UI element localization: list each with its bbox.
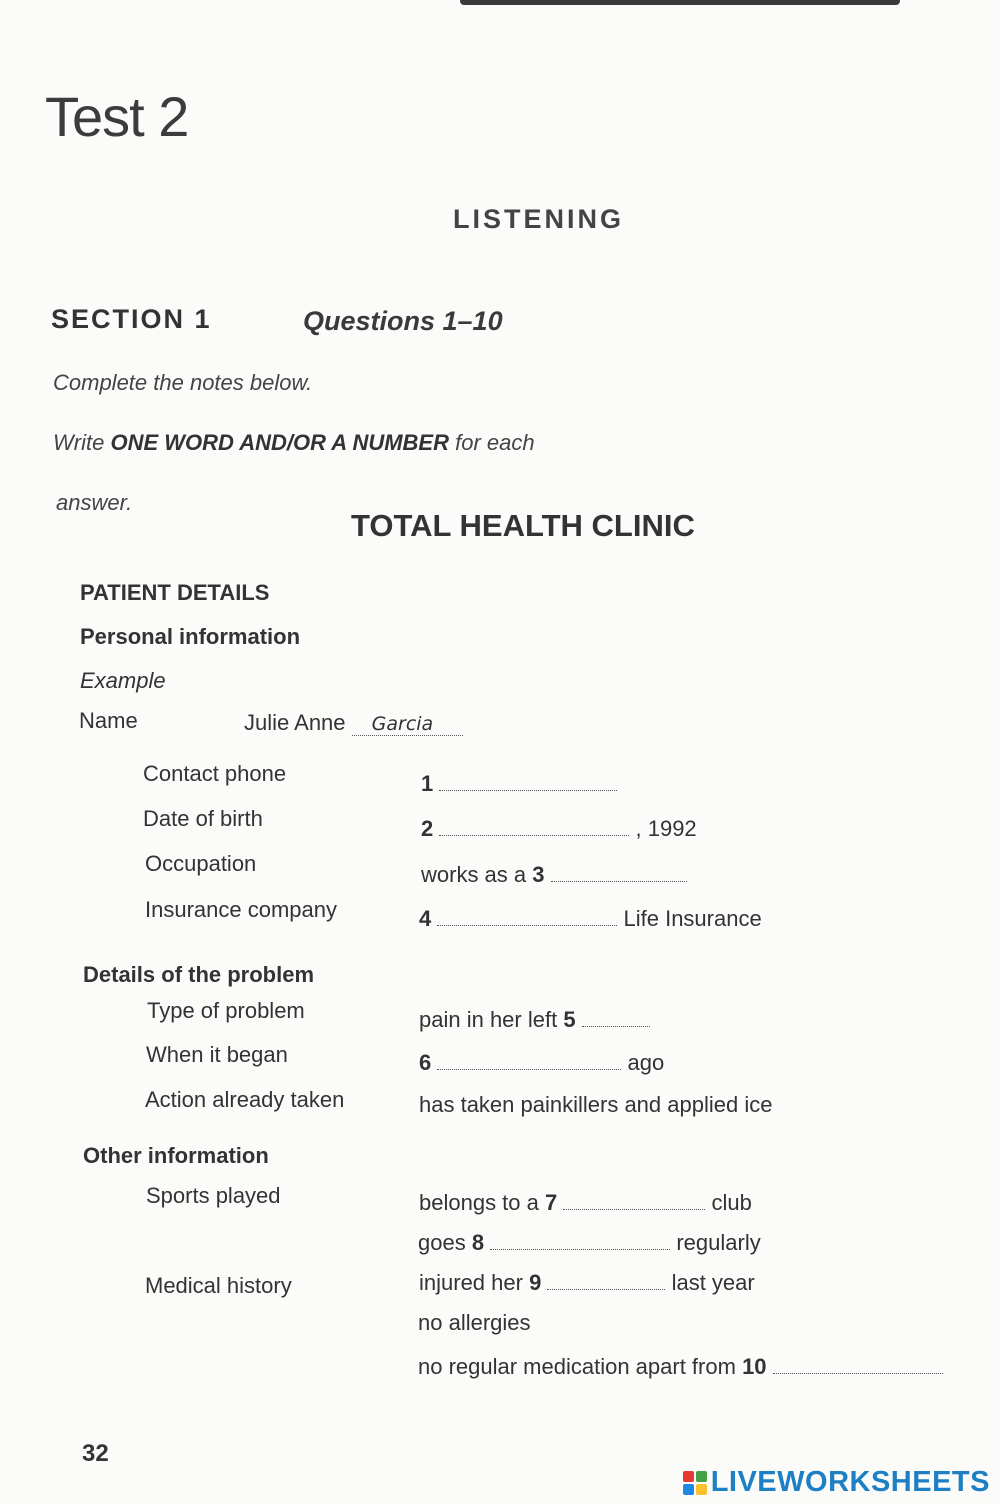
- answer-5-prefix: pain in her left: [419, 1007, 558, 1032]
- liveworksheets-logo-text: LIVEWORKSHEETS: [710, 1466, 990, 1498]
- answer-3-blank[interactable]: [551, 880, 687, 882]
- date-of-birth-label: Date of birth: [143, 806, 263, 831]
- answer-1-blank[interactable]: [439, 789, 617, 791]
- liveworksheets-logo: [683, 1466, 990, 1499]
- answer-8-line: [418, 1230, 761, 1256]
- answer-2-suffix: , 1992: [635, 816, 697, 841]
- no-allergies-text: no allergies: [418, 1310, 531, 1335]
- answer-10-line: [418, 1354, 943, 1380]
- answer-9-suffix: last year: [671, 1270, 755, 1295]
- personal-information-heading: Personal information: [80, 624, 301, 649]
- top-edge-rule: [460, 0, 900, 5]
- insurance-company-label: Insurance company: [145, 897, 337, 922]
- question-number: 10: [742, 1354, 767, 1379]
- name-value: [244, 710, 463, 736]
- instruction-emphasis: ONE WORD AND/OR A NUMBER: [110, 430, 449, 455]
- question-number: 6: [419, 1050, 432, 1075]
- instruction-line-1: Complete the notes below.: [53, 370, 313, 395]
- questions-range: Questions 1–10: [303, 306, 503, 336]
- answer-3-line: [421, 862, 687, 888]
- answer-4-blank[interactable]: [437, 924, 617, 926]
- name-label: Name: [79, 708, 138, 733]
- contact-phone-label: Contact phone: [143, 761, 287, 786]
- answer-8-prefix: goes: [418, 1230, 466, 1255]
- question-number: 8: [471, 1230, 485, 1255]
- answer-6-suffix: ago: [627, 1050, 665, 1075]
- section-label: SECTION 1: [51, 304, 212, 334]
- action-taken-value: has taken painkillers and applied ice: [419, 1092, 773, 1117]
- answer-2-blank[interactable]: [439, 834, 629, 836]
- answer-2-line: [421, 816, 697, 842]
- patient-details-heading: PATIENT DETAILS: [80, 580, 270, 605]
- instruction-text: Write: [53, 430, 105, 455]
- form-title: TOTAL HEALTH CLINIC: [351, 508, 695, 543]
- medical-history-label: Medical history: [145, 1273, 292, 1298]
- answer-4-suffix: Life Insurance: [623, 906, 762, 931]
- logo-square-yellow: [696, 1484, 707, 1495]
- answer-5-blank[interactable]: [582, 1025, 650, 1027]
- question-number: 3: [532, 862, 545, 887]
- answer-9-line: [419, 1270, 755, 1296]
- question-number: 7: [545, 1190, 558, 1215]
- answer-10-prefix: no regular medication apart from: [418, 1354, 736, 1379]
- answer-6-blank[interactable]: [437, 1068, 621, 1070]
- test-title: Test 2: [45, 85, 189, 148]
- answer-6-line: [419, 1050, 664, 1076]
- answer-4-line: [419, 906, 762, 932]
- answer-10-blank[interactable]: [773, 1372, 943, 1374]
- logo-square-blue: [683, 1484, 694, 1495]
- answer-5-line: [419, 1007, 650, 1033]
- instruction-line-3: answer.: [56, 490, 133, 515]
- answer-3-prefix: works as a: [421, 862, 527, 887]
- answer-7-prefix: belongs to a: [419, 1190, 539, 1215]
- occupation-label: Occupation: [145, 851, 257, 876]
- instruction-line-2: [53, 430, 535, 456]
- when-it-began-label: When it began: [146, 1042, 288, 1067]
- liveworksheets-logo-icon: [683, 1471, 707, 1495]
- answer-8-blank[interactable]: [490, 1248, 670, 1250]
- answer-9-blank[interactable]: [547, 1288, 665, 1290]
- sports-played-label: Sports played: [146, 1183, 281, 1208]
- answer-7-blank[interactable]: [563, 1208, 705, 1210]
- question-number: 4: [419, 906, 432, 931]
- answer-9-prefix: injured her: [419, 1270, 523, 1295]
- action-taken-label: Action already taken: [145, 1087, 345, 1112]
- answer-7-suffix: club: [711, 1190, 752, 1215]
- question-number: 1: [421, 771, 434, 796]
- question-number: 2: [421, 816, 434, 841]
- answer-8-suffix: regularly: [676, 1230, 761, 1255]
- section-title: LISTENING: [453, 204, 625, 234]
- question-number: 9: [529, 1270, 542, 1295]
- answer-7-line: [419, 1190, 752, 1216]
- page-number: 32: [82, 1440, 109, 1467]
- question-number: 5: [563, 1007, 576, 1032]
- answer-1-line: [421, 771, 617, 797]
- problem-heading: Details of the problem: [83, 962, 315, 987]
- logo-square-green: [696, 1471, 707, 1482]
- name-text: Julie Anne: [244, 710, 346, 735]
- type-of-problem-label: Type of problem: [147, 998, 305, 1023]
- example-answer: Garcia: [352, 713, 464, 736]
- logo-square-red: [683, 1471, 694, 1482]
- instruction-text: for each: [455, 430, 535, 455]
- other-information-heading: Other information: [83, 1143, 269, 1168]
- example-label: Example: [80, 668, 166, 693]
